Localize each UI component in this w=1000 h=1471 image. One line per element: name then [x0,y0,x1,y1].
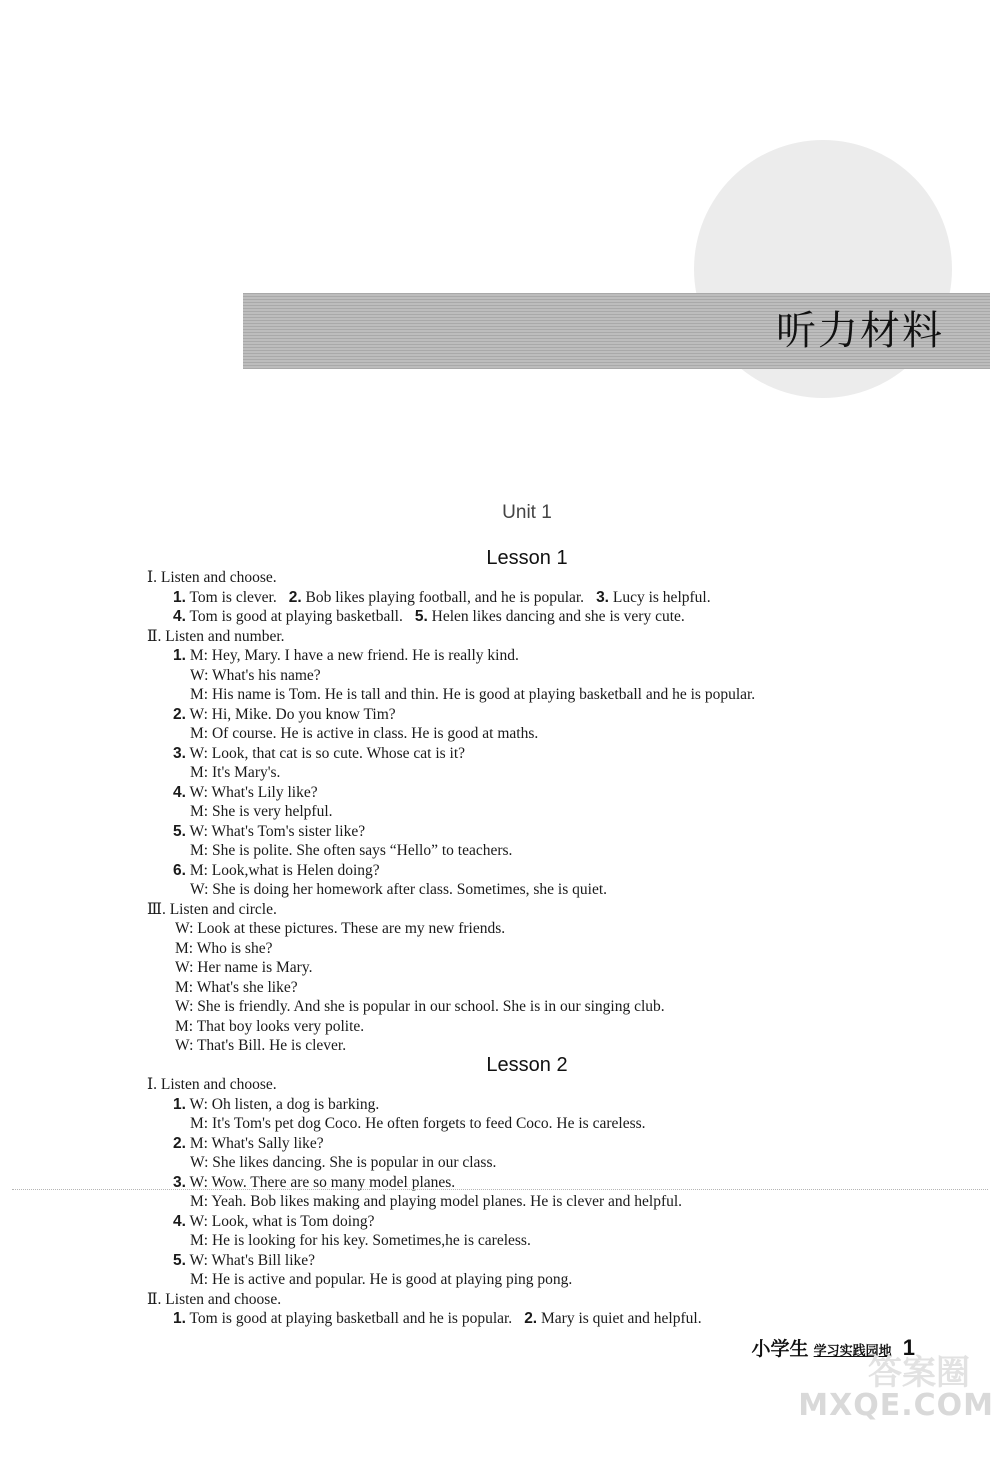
item-number: 6. [173,861,186,879]
speaker-label: M [175,978,189,996]
utterance-text: She is doing her homework after class. Sometimes, she is quiet. [212,881,608,898]
utterance-text: He is looking for his key. Sometimes,he is careless. [211,1232,531,1249]
dialogue-line: M: She is polite. She often says “Hello” to teachers. [190,842,513,859]
speaker-label: W [175,998,190,1015]
item-number: 4. [173,1212,186,1230]
lesson-2-body [147,1075,967,1329]
utterance-text: Look at these pictures. These are my new friends. [197,920,506,937]
speaker-label: W [189,1095,204,1113]
utterance-text: What's Sally like? [211,1134,324,1152]
item-text: Tom is clever. [189,588,277,606]
footer-brand: 小学生 [751,1338,809,1360]
utterance-text: What's Lily like? [211,783,318,801]
speaker-label: M [190,1115,204,1132]
utterance-text: It's Tom's pet dog Coco. He often forgets to feed Coco. He is careless. [211,1115,646,1132]
section-marker: Ⅰ [147,1076,154,1093]
item-number: 3. [596,588,609,606]
speaker-label: M [190,686,204,703]
speaker-label: M [190,842,204,859]
item-text: Lucy is helpful. [612,588,711,606]
speaker-label: W [175,1037,190,1054]
item-number: 2. [173,1134,186,1152]
section-heading [147,568,967,588]
lesson-1-body [147,568,967,1056]
speaker-label: W [189,1173,204,1191]
item-number: 3. [173,744,186,762]
speaker-label: W [189,822,204,840]
section-heading [147,627,967,647]
item-number: 1. [173,647,186,664]
section-heading [147,900,967,920]
dialogue-line: 6. M: Look,what is Helen doing? [173,861,380,879]
utterance-text: Look, what is Tom doing? [211,1212,375,1230]
section-instruction: . Listen and choose. [157,1290,282,1308]
dialogue-line: M: It's Mary's. [190,764,281,781]
dialogue-line: M: His name is Tom. He is tall and thin. He is good at playing basketball and he is popular. [190,686,756,703]
speaker-label: W [189,783,204,801]
item-number: 4. [173,783,186,801]
section-instruction: . Listen and choose. [153,1076,277,1093]
utterance-text: What's Tom's sister like? [211,822,366,840]
watermark-url: MXQE.COM [798,1388,994,1423]
speaker-label: M [189,647,204,664]
speaker-label: M [190,764,204,781]
utterance-text: Look,what is Helen doing? [211,861,380,879]
speaker-label: M [175,1017,189,1035]
speaker-label: M [190,1193,204,1210]
dialogue-line: 4. W: What's Lily like? [173,783,318,801]
speaker-label: W [190,881,205,898]
speaker-label: W [190,1154,205,1171]
item-number: 1. [173,588,186,606]
dialogue-line: 1. M: Hey, Mary. I have a new friend. He is really kind. [173,647,519,664]
dialogue-line: 2. W: Hi, Mike. Do you know Tim? [173,705,396,723]
speaker-label: M [190,1271,204,1288]
utterance-text: Hey, Mary. I have a new friend. He is really kind. [211,647,519,664]
speaker-label: W [189,705,204,723]
speaker-label: W [189,1212,204,1230]
item-number: 2. [524,1310,538,1327]
dialogue-line: W: That's Bill. He is clever. [175,1037,347,1054]
utterance-text: It's Mary's. [211,764,281,781]
dialogue-line: M: What's she like? [175,978,298,996]
speaker-label: W [175,959,190,976]
dialogue-line: M: She is very helpful. [190,803,333,820]
unit-title: Unit 1 [502,502,552,523]
item-text: Mary is quiet and helpful. [541,1310,702,1327]
dialogue-line: 3. W: Look, that cat is so cute. Whose cat is it? [173,744,466,762]
speaker-label: M [189,1134,204,1152]
dialogue-line: M: Of course. He is active in class. He is good at maths. [190,725,539,742]
dotted-divider [12,1189,988,1190]
speaker-label: W [189,744,204,762]
speaker-label: M [189,861,204,879]
dialogue-line: 4. W: Look, what is Tom doing? [173,1212,375,1230]
dialogue-line: M: He is active and popular. He is good at playing ping pong. [190,1271,573,1288]
section-marker: Ⅲ [147,900,162,918]
dialogue-line: 1. W: Oh listen, a dog is barking. [173,1095,380,1113]
dialogue-line: W: She is friendly. And she is popular in our school. She is in our singing club. [175,998,665,1015]
utterance-text: Yeah. Bob likes making and playing model planes. He is clever and helpful. [211,1193,683,1210]
title-banner [243,293,990,369]
item-text: Tom is good at playing basketball and he is popular. [189,1310,513,1327]
section-marker: Ⅱ [147,1290,158,1308]
speaker-label: M [190,1232,204,1249]
dialogue-line: W: Look at these pictures. These are my new friends. [175,920,506,937]
lesson-2-title: Lesson 2 [486,1054,568,1076]
dialogue-line: 2. M: What's Sally like? [173,1134,324,1152]
utterance-text: His name is Tom. He is tall and thin. He is good at playing basketball and he is popular. [211,686,756,703]
section-instruction: . Listen and circle. [161,900,277,918]
section-instruction: . Listen and number. [157,627,285,645]
dialogue-line: M: It's Tom's pet dog Coco. He often forgets to feed Coco. He is careless. [190,1115,646,1132]
speaker-label: W [175,920,190,937]
utterance-text: She is polite. She often says “Hello” to teachers. [211,842,513,859]
utterance-text: What's his name? [211,666,321,684]
utterance-text: She is very helpful. [211,803,333,820]
item-number: 5. [173,822,186,840]
item-number: 5. [414,608,428,625]
utterance-text: Wow. There are so many model planes. [211,1173,456,1191]
utterance-text: She likes dancing. She is popular in our class. [212,1154,497,1171]
dialogue-line: 5. W: What's Bill like? [173,1251,316,1269]
speaker-label: M [190,803,204,820]
item-number: 4. [173,608,186,625]
utterance-text: She is friendly. And she is popular in our school. She is in our singing club. [197,998,665,1015]
section-instruction: . Listen and choose. [153,569,277,586]
utterance-text: Hi, Mike. Do you know Tim? [211,705,396,723]
banner-title: 听力材料 [776,308,944,354]
section-heading [147,1290,967,1310]
utterance-text: What's she like? [196,978,298,996]
item-number: 5. [173,1251,186,1269]
dialogue-line: 5. W: What's Tom's sister like? [173,822,366,840]
item-number: 3. [173,1173,186,1191]
dialogue-line: W: She likes dancing. She is popular in our class. [190,1154,497,1171]
page-number: 1 [902,1335,915,1360]
item-text: Helen likes dancing and she is very cute. [431,608,685,625]
section-heading [147,1075,967,1095]
lesson-1-title: Lesson 1 [486,547,568,569]
dialogue-line: M: That boy looks very polite. [175,1017,365,1035]
item-text: Tom is good at playing basketball. [189,608,403,625]
utterance-text: Oh listen, a dog is barking. [211,1095,380,1113]
utterance-text: Her name is Mary. [197,959,313,976]
utterance-text: That boy looks very polite. [196,1017,365,1035]
dialogue-line: W: Her name is Mary. [175,959,313,976]
utterance-text: Of course. He is active in class. He is good at maths. [211,725,539,742]
utterance-text: What's Bill like? [211,1251,316,1269]
dialogue-line: M: Yeah. Bob likes making and playing model planes. He is clever and helpful. [190,1193,683,1210]
footer-subtitle: 学习实践园地 [813,1344,892,1359]
item-number: 2. [173,705,186,723]
utterance-text: Look, that cat is so cute. Whose cat is it? [211,744,466,762]
utterance-text: Who is she? [196,939,273,957]
speaker-label: M [190,725,204,742]
item-number: 1. [173,1095,186,1113]
choice-row [147,1309,967,1329]
dialogue-line: M: He is looking for his key. Sometimes,he is careless. [190,1232,531,1249]
dialogue-line: W: She is doing her homework after class. Sometimes, she is quiet. [190,881,608,898]
item-number: 1. [173,1310,186,1327]
choice-row [147,588,967,608]
choice-row [147,607,967,627]
section-marker: Ⅱ [147,627,158,645]
item-text: Bob likes playing football, and he is popular. [305,588,585,606]
watermark-logo: 答案圈 [868,1353,970,1393]
dialogue-line: M: Who is she? [175,939,273,957]
utterance-text: He is active and popular. He is good at playing ping pong. [211,1271,573,1288]
speaker-label: W [189,1251,204,1269]
dialogue-line: W: What's his name? [190,666,321,684]
section-marker: Ⅰ [147,569,154,586]
speaker-label: M [175,939,189,957]
utterance-text: That's Bill. He is clever. [196,1037,347,1054]
dialogue-line: 3. W: Wow. There are so many model planes. [173,1173,456,1191]
speaker-label: W [190,666,205,684]
item-number: 2. [288,588,302,606]
